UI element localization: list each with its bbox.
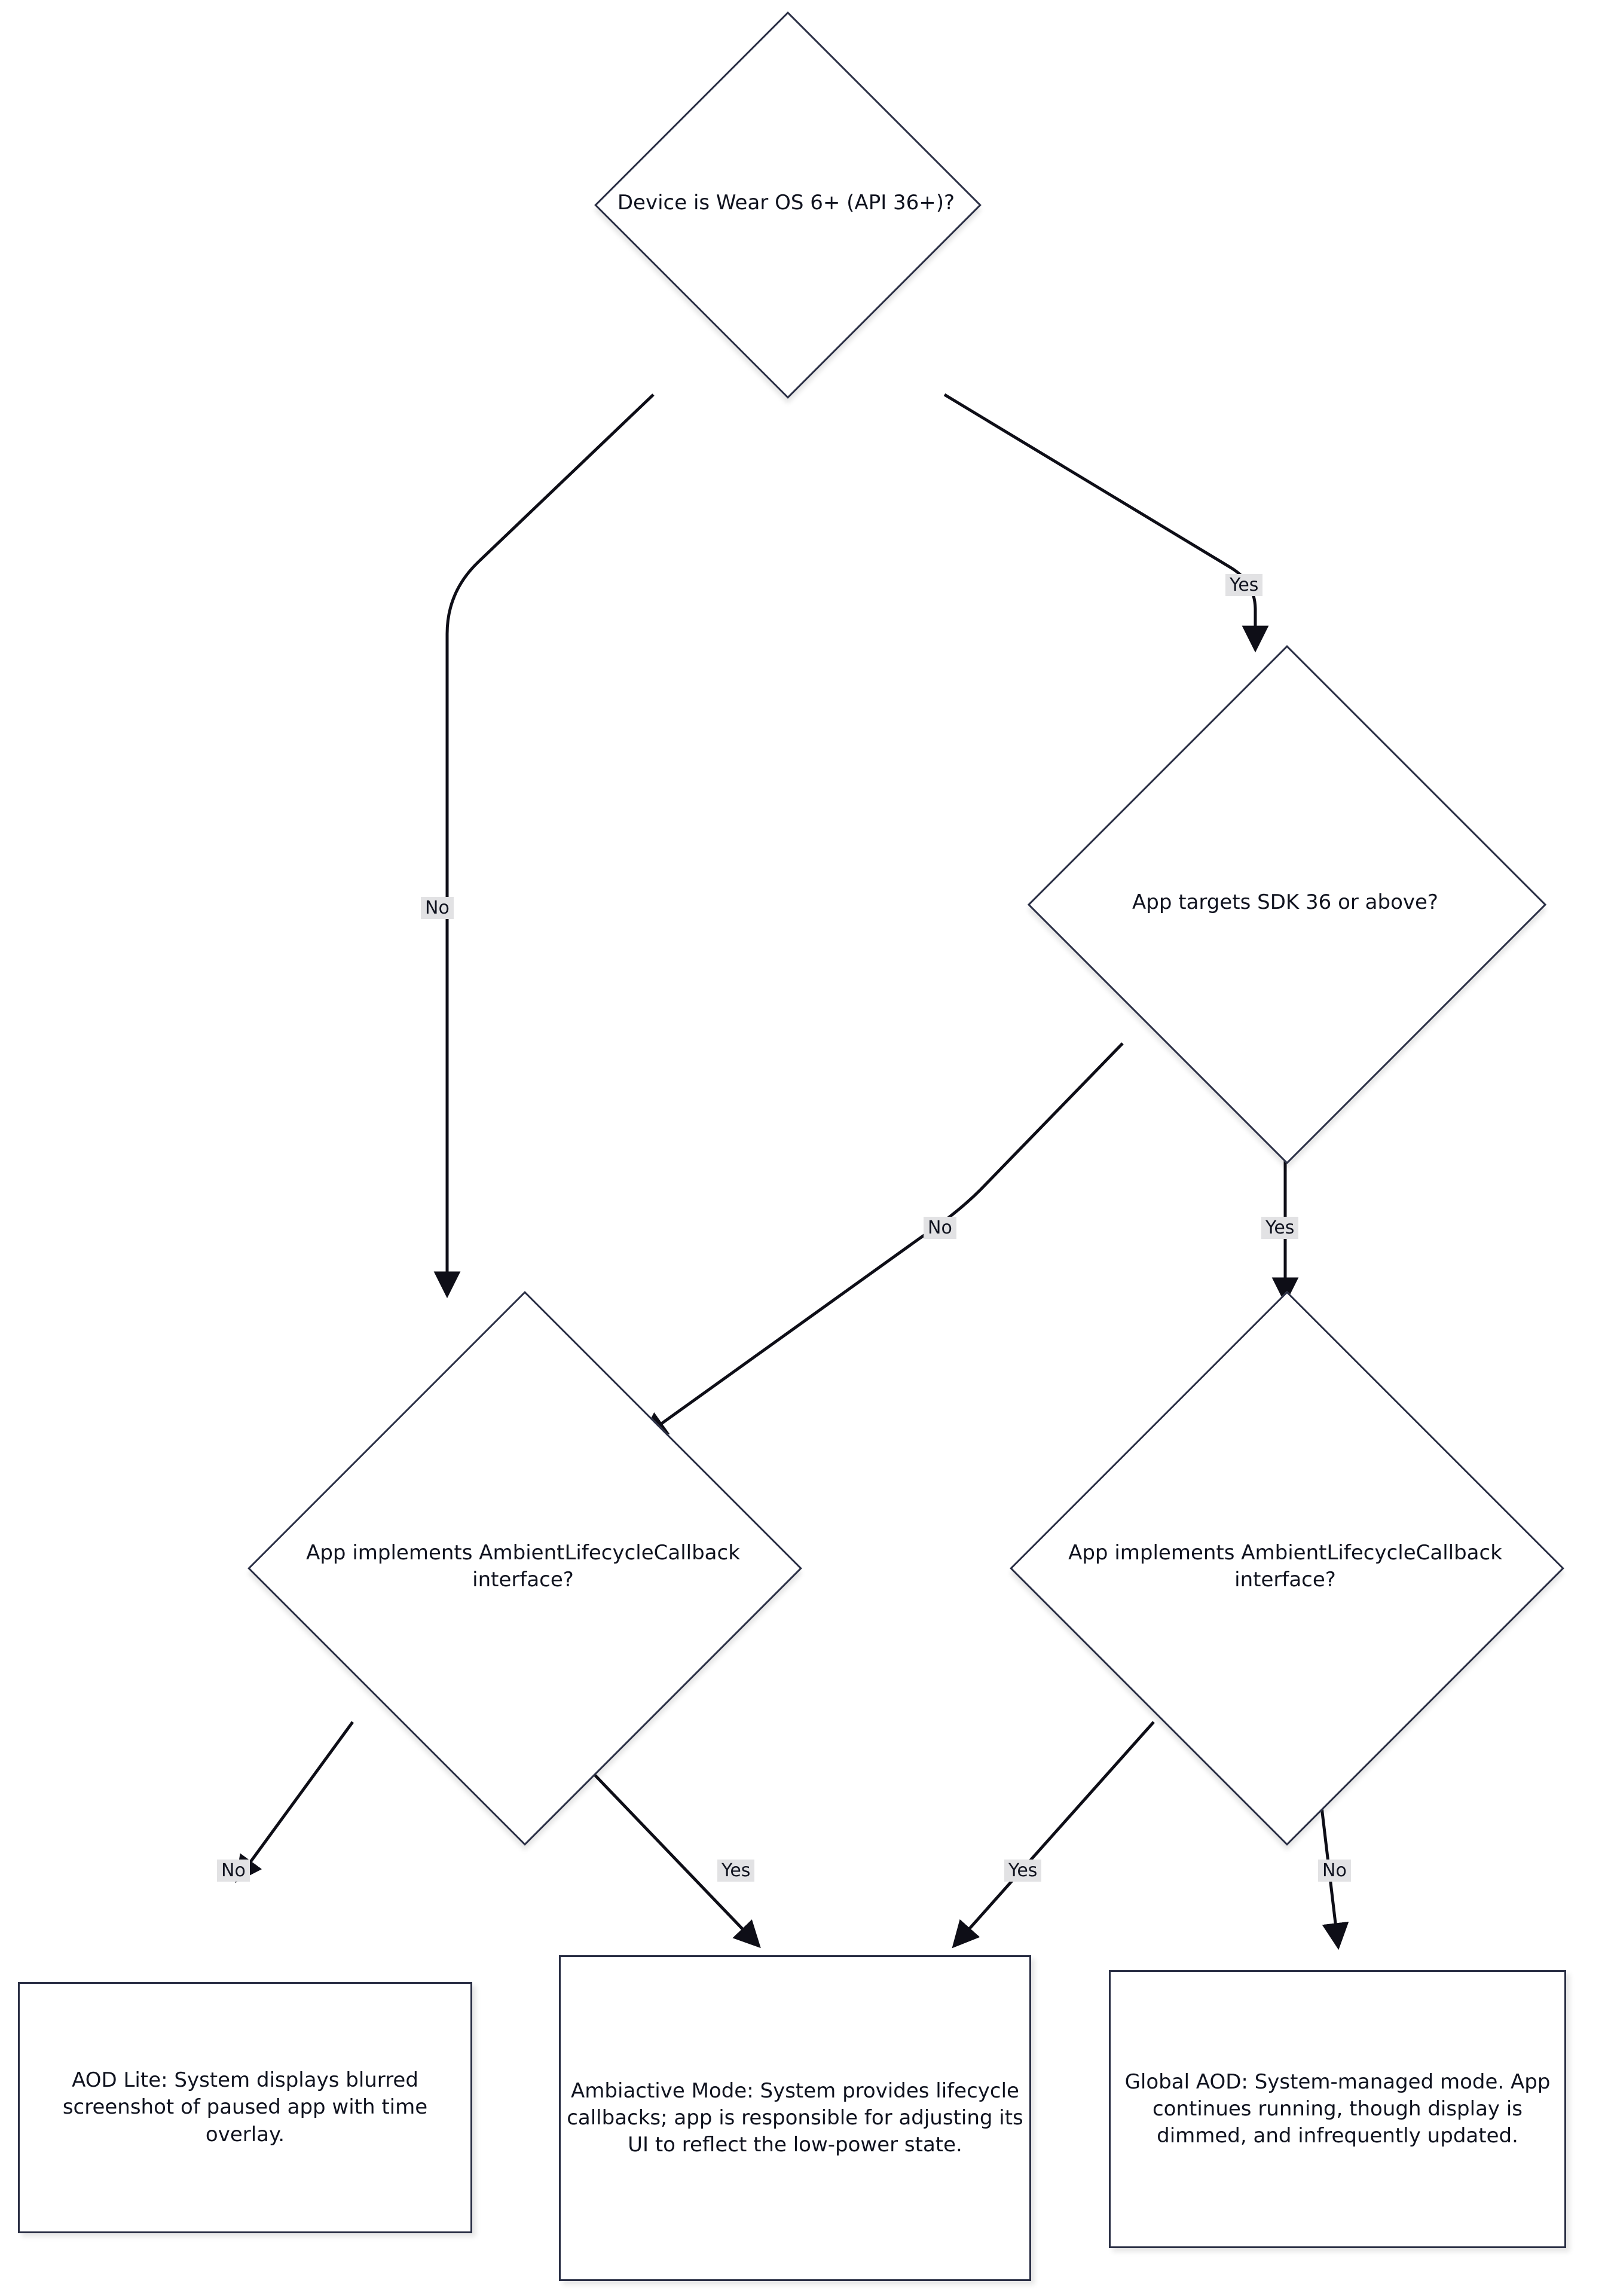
edge-label-no-n2-n3: No bbox=[924, 1217, 956, 1239]
edge-label-yes-n1-n2: Yes bbox=[1225, 574, 1262, 596]
decision-node-targets-sdk-36[interactable] bbox=[1010, 646, 1560, 1160]
decision-node-device-wear-os[interactable] bbox=[538, 12, 1034, 395]
node-label: Ambiactive Mode: System provides lifecycle callbacks; app is responsible for adjusting its UI to reflect the low-power state. bbox=[567, 2078, 1023, 2157]
decision-node-implements-callback-right[interactable] bbox=[983, 1292, 1587, 1842]
edge-n1-n2 bbox=[944, 395, 1255, 646]
edge-label-yes-n3-n6: Yes bbox=[717, 1860, 754, 1882]
edge-label-yes-n4-n6: Yes bbox=[1004, 1860, 1041, 1882]
edge-n1-n3 bbox=[447, 395, 653, 1292]
edge-label-no-n1-n3: No bbox=[421, 897, 454, 919]
edge-label-no-n3-n5: No bbox=[217, 1860, 250, 1882]
decision-node-implements-callback-left[interactable] bbox=[221, 1292, 825, 1842]
edge-label-no-n4-n7: No bbox=[1318, 1860, 1351, 1882]
node-label: App implements AmbientLifecycleCallback interface? bbox=[1068, 1540, 1502, 1592]
node-label: Device is Wear OS 6+ (API 36+)? bbox=[617, 191, 955, 215]
edge-label-yes-n2-n4: Yes bbox=[1261, 1217, 1298, 1239]
node-label: AOD Lite: System displays blurred screenshot of paused app with time overlay. bbox=[62, 2068, 428, 2147]
node-label: App implements AmbientLifecycleCallback interface? bbox=[306, 1540, 740, 1592]
node-label: App targets SDK 36 or above? bbox=[1132, 890, 1438, 915]
terminal-node-ambiactive-mode[interactable] bbox=[559, 1955, 1031, 2281]
node-label: Global AOD: System-managed mode. App continues running, though display is dimmed, and infrequently updated. bbox=[1124, 2069, 1551, 2148]
terminal-node-aod-lite[interactable] bbox=[18, 1982, 472, 2233]
terminal-node-global-aod[interactable] bbox=[1109, 1970, 1566, 2248]
